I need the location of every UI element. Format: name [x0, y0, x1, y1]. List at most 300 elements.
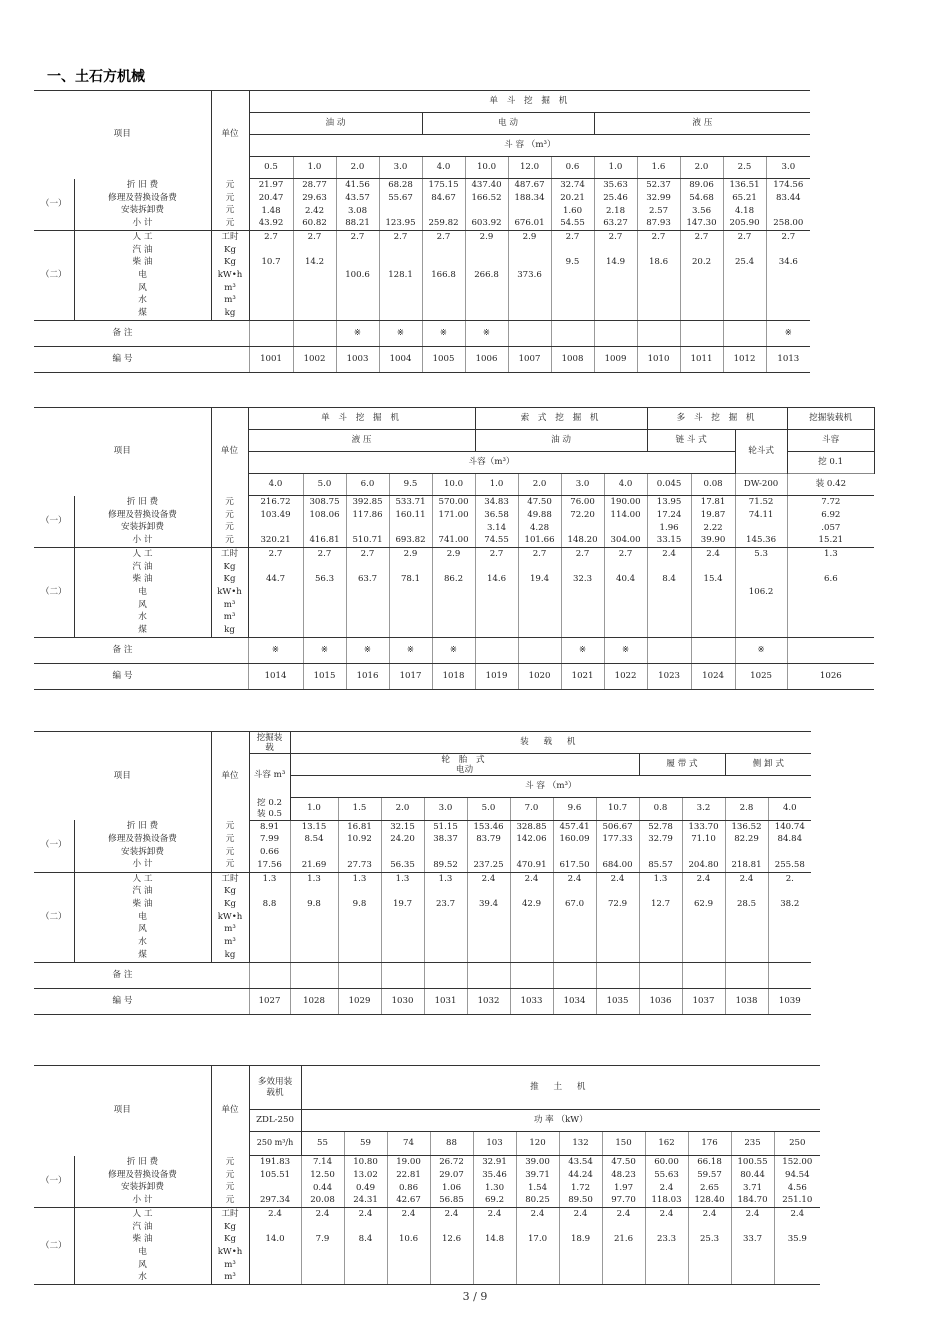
- value-cell: 33.15: [656, 535, 682, 546]
- code-cell: 1035: [596, 988, 639, 1014]
- value-cell: [250, 244, 293, 257]
- value-cell: [511, 846, 553, 859]
- value-cell: [390, 586, 432, 599]
- value-cell: [250, 294, 293, 307]
- value-cell: 148.20: [567, 535, 598, 546]
- value-cell: 684.00: [602, 859, 633, 870]
- value-cell: [382, 949, 424, 962]
- value-cell: [692, 624, 735, 637]
- value-column: [774, 1208, 820, 1285]
- dig-capacity: 挖 0.2: [257, 797, 283, 808]
- value-cell: 1.3: [352, 873, 367, 884]
- capacity-cell: 103: [473, 1132, 516, 1156]
- value-cell: [775, 1246, 821, 1259]
- value-cell: 39.00: [525, 1157, 550, 1168]
- item-header: 项目: [34, 91, 211, 179]
- value-cell: 2.7: [436, 232, 451, 242]
- code-row: [34, 988, 854, 1014]
- value-column: [432, 548, 475, 638]
- value-cell: [769, 949, 812, 962]
- value-cell: [250, 1246, 301, 1259]
- value-cell: 188.34: [514, 192, 545, 203]
- consumption-item-label: 人 工: [132, 873, 153, 884]
- value-cell: 3.56: [691, 205, 712, 216]
- value-cell: 108.06: [309, 509, 340, 520]
- unit-cell: m³: [224, 924, 236, 935]
- value-column: [344, 1156, 387, 1208]
- value-cell: [345, 1221, 387, 1234]
- value-cell: [431, 1246, 473, 1259]
- value-cell: [788, 586, 875, 599]
- value-cell: 56.3: [314, 574, 335, 585]
- value-cell: 21.69: [301, 859, 327, 870]
- measure-header: 功 率 （kW）: [301, 1110, 820, 1132]
- consumption-item-label: 电: [138, 270, 147, 281]
- value-cell: [562, 586, 604, 599]
- remark-cell: [475, 638, 518, 664]
- capacity-cell: 74: [387, 1132, 430, 1156]
- unit-cell: Kg: [224, 257, 236, 268]
- value-cell: [605, 624, 647, 637]
- cost-units: [211, 820, 249, 872]
- value-cell: 83.79: [476, 834, 501, 845]
- unit-cell: m³: [223, 612, 236, 623]
- value-column: [691, 548, 735, 638]
- value-column: [682, 872, 725, 962]
- remark-row: [34, 962, 854, 988]
- value-column: [723, 231, 766, 321]
- value-cell: 308.75: [309, 497, 340, 508]
- code-cell: 1015: [303, 664, 346, 690]
- value-cell: 190.00: [610, 497, 641, 508]
- value-cell: 34.6: [778, 257, 798, 268]
- capacity-cell: 55: [301, 1132, 344, 1156]
- value-cell: [423, 244, 465, 257]
- value-cell: 94.54: [784, 1169, 810, 1180]
- value-cell: [390, 624, 432, 637]
- value-cell: 54.55: [560, 218, 585, 229]
- value-cell: [689, 1271, 731, 1284]
- value-cell: [724, 307, 766, 320]
- capacity-cell: 3.0: [561, 474, 604, 496]
- value-cell: [250, 936, 290, 949]
- value-cell: [552, 307, 594, 320]
- value-column: [637, 179, 680, 231]
- subtype-electric: 电 动: [422, 113, 594, 135]
- capacity-cell: 2.5: [723, 157, 766, 179]
- capacity-cell: 59: [344, 1132, 387, 1156]
- subtype-chain: 链 斗 式: [647, 430, 735, 452]
- code-cell: 1005: [422, 347, 465, 373]
- capacity-cell: 3.2: [682, 798, 725, 821]
- value-cell: [519, 586, 561, 599]
- cost-units: [211, 1156, 249, 1208]
- value-cell: 36.58: [484, 509, 509, 520]
- unit-cell: kW•h: [217, 1247, 243, 1258]
- value-cell: 128.1: [388, 270, 413, 281]
- remark-unit: [211, 321, 249, 347]
- code-cell: 1028: [290, 988, 338, 1014]
- unit-cell: kg: [224, 308, 236, 319]
- capacity-cell: 0.8: [639, 798, 682, 821]
- value-cell: 10.92: [347, 834, 372, 845]
- value-cell: 0.49: [355, 1182, 376, 1193]
- value-cell: [681, 244, 723, 257]
- code-cell: 1001: [249, 347, 293, 373]
- cost-item-label: 折 旧 费: [126, 821, 159, 832]
- value-cell: 258.00: [773, 218, 804, 229]
- value-cell: [562, 599, 604, 612]
- subtype-oil: 油 动: [249, 113, 422, 135]
- group-1-label: （一）: [34, 496, 74, 548]
- capacity-cell: 235: [731, 1132, 774, 1156]
- value-column: [508, 231, 551, 321]
- remark-cell: [424, 962, 467, 988]
- value-column: [645, 1156, 688, 1208]
- unit-header: 单位: [211, 732, 249, 821]
- value-column: [725, 872, 768, 962]
- unit-cell: 元: [225, 1182, 235, 1193]
- value-cell: 19.00: [396, 1157, 421, 1168]
- value-cell: 123.95: [385, 218, 416, 229]
- value-cell: [337, 294, 379, 307]
- remark-cell: [682, 962, 725, 988]
- value-cell: [382, 936, 424, 949]
- unit-cell: Kg: [224, 244, 236, 255]
- value-cell: 487.67: [514, 180, 545, 191]
- value-cell: [339, 923, 381, 936]
- value-cell: 26.72: [439, 1157, 464, 1168]
- value-cell: 72.9: [607, 898, 628, 909]
- value-cell: [339, 936, 381, 949]
- value-cell: [509, 205, 551, 218]
- value-cell: [509, 294, 551, 307]
- value-column: [248, 548, 303, 638]
- subtype-bucket: 斗容: [787, 430, 874, 452]
- subtype-side-dump: 侧 卸 式: [725, 754, 811, 776]
- value-cell: 54.68: [689, 192, 714, 203]
- capacity-cell: 2.0: [336, 157, 379, 179]
- value-cell: 39.90: [700, 535, 726, 546]
- value-cell: 0.44: [312, 1182, 333, 1193]
- value-cell: 237.25: [473, 859, 504, 870]
- value-cell: [291, 923, 338, 936]
- value-cell: [476, 624, 518, 637]
- value-cell: 9.8: [352, 898, 367, 909]
- value-cell: [511, 936, 553, 949]
- value-cell: [638, 294, 680, 307]
- value-cell: 10.7: [261, 257, 281, 268]
- value-cell: 617.50: [559, 859, 590, 870]
- value-cell: [689, 1246, 731, 1259]
- value-column: [301, 1156, 344, 1208]
- subtype-oil: 油 动: [475, 430, 647, 452]
- measure-header: 斗容（m³）: [248, 452, 735, 474]
- value-cell: [249, 624, 303, 637]
- value-cell: [603, 1259, 645, 1272]
- value-cell: 52.37: [646, 180, 671, 191]
- cost-item-label: 小 计: [132, 534, 153, 545]
- machine-multi-bucket: 多 斗 挖 掘 机: [647, 408, 787, 430]
- cost-item-label: 安装拆卸费: [121, 205, 164, 216]
- value-cell: [250, 307, 293, 320]
- consumption-item-label: 人 工: [132, 549, 153, 559]
- value-column: [787, 496, 874, 548]
- value-column: [604, 548, 647, 638]
- measure-header: 斗 容 （m³）: [290, 776, 811, 798]
- value-cell: 1.06: [441, 1182, 462, 1193]
- value-cell: 14.2: [304, 257, 325, 268]
- value-cell: 373.6: [517, 270, 542, 281]
- code-cell: 1025: [735, 664, 787, 690]
- value-cell: 259.82: [428, 218, 459, 229]
- consumption-item-label: 汽 油: [132, 1221, 153, 1232]
- cost-item-label: 折 旧 费: [126, 179, 159, 190]
- capacity-cell: 0.5: [249, 157, 293, 179]
- value-cell: 2.4: [444, 1209, 459, 1219]
- value-cell: 32.74: [560, 180, 585, 191]
- value-cell: [595, 307, 637, 320]
- value-cell: [302, 1271, 344, 1284]
- value-column: [249, 231, 293, 321]
- consumption-item-labels: [74, 548, 211, 638]
- value-cell: [390, 611, 432, 624]
- value-cell: 49.88: [527, 509, 552, 520]
- value-cell: 2.57: [648, 205, 669, 216]
- consumption-item-label: 风: [138, 282, 147, 293]
- unit-cell: Kg: [224, 1221, 236, 1232]
- value-column: [691, 496, 735, 548]
- value-column: [346, 548, 389, 638]
- value-cell: 106.2: [748, 587, 774, 598]
- value-cell: [291, 936, 338, 949]
- value-cell: [562, 561, 604, 574]
- unit-cell: Kg: [224, 898, 236, 909]
- value-cell: 28.5: [736, 898, 757, 909]
- value-cell: 152.00: [782, 1157, 813, 1168]
- value-cell: 3.71: [742, 1182, 763, 1193]
- value-cell: 392.85: [352, 497, 383, 508]
- value-cell: [726, 846, 768, 859]
- cost-item-label: 安装拆卸费: [121, 846, 164, 857]
- value-column: [688, 1156, 731, 1208]
- value-cell: 15.21: [818, 535, 844, 546]
- value-cell: 13.95: [656, 497, 682, 508]
- consumption-item-label: 人 工: [132, 232, 153, 242]
- value-column: [735, 496, 787, 548]
- unit-cell: 元: [225, 1194, 235, 1205]
- remark-cell: [508, 321, 551, 347]
- code-cell: 1007: [508, 347, 551, 373]
- capacity-cell: 88: [430, 1132, 473, 1156]
- value-cell: 19.4: [529, 574, 550, 585]
- value-cell: [304, 561, 346, 574]
- consumption-item-label: 电: [138, 1247, 147, 1258]
- capacity-cell: 10.7: [596, 798, 639, 821]
- value-cell: 1.3: [653, 873, 668, 884]
- value-cell: 1.3: [438, 873, 453, 884]
- group-2-label: （二）: [34, 231, 74, 321]
- consumption-units: [211, 1208, 249, 1285]
- value-cell: [509, 244, 551, 257]
- value-cell: [726, 885, 768, 898]
- value-cell: 2.7: [307, 232, 322, 242]
- value-cell: [474, 1259, 516, 1272]
- value-cell: [474, 1221, 516, 1234]
- value-cell: .057: [821, 522, 841, 533]
- capacity-cell: 10.0: [432, 474, 475, 496]
- value-cell: [468, 846, 510, 859]
- value-cell: [736, 599, 787, 612]
- value-cell: 2.7: [393, 232, 408, 242]
- value-column: [596, 820, 639, 872]
- value-cell: [597, 911, 639, 924]
- code-cell: 1009: [594, 347, 637, 373]
- unit-cell: 工时: [220, 549, 239, 559]
- cost-item-label: 修理及替换设备费: [108, 1169, 177, 1180]
- value-column: [424, 820, 467, 872]
- code-label: 编 号: [34, 347, 211, 373]
- value-cell: [517, 1259, 559, 1272]
- value-cell: 1.30: [484, 1182, 505, 1193]
- dig-capacity: 挖 0.1: [787, 452, 874, 474]
- value-cell: 20.21: [560, 192, 585, 203]
- value-cell: 693.82: [395, 535, 426, 546]
- value-cell: 38.37: [433, 834, 458, 845]
- value-cell: 266.8: [474, 270, 499, 281]
- value-cell: [640, 911, 682, 924]
- value-column: [766, 179, 810, 231]
- remark-cell: [691, 638, 735, 664]
- value-cell: [250, 1259, 301, 1272]
- capacity-cell: 0.08: [691, 474, 735, 496]
- value-cell: [250, 282, 293, 295]
- value-cell: [648, 561, 691, 574]
- value-cell: [466, 256, 508, 269]
- subtype-wheel: 轮斗式: [735, 430, 787, 474]
- value-cell: [638, 244, 680, 257]
- consumption-item-label: 电: [138, 911, 147, 922]
- value-cell: [775, 1271, 821, 1284]
- value-cell: [380, 205, 422, 218]
- value-cell: 2.9: [522, 232, 537, 242]
- value-cell: [554, 949, 596, 962]
- value-cell: 1.60: [562, 205, 583, 216]
- consumption-item-label: 水: [138, 612, 147, 623]
- unit-cell: 工时: [221, 873, 239, 884]
- unit-cell: 元: [225, 534, 234, 545]
- remark-cell: [553, 962, 596, 988]
- code-cell: 1032: [467, 988, 510, 1014]
- value-cell: [595, 244, 637, 257]
- cost-item-labels: [74, 179, 211, 231]
- consumption-item-label: 风: [138, 1259, 147, 1270]
- value-cell: 29.07: [439, 1169, 464, 1180]
- value-cell: [291, 949, 338, 962]
- value-cell: 2.4: [358, 1209, 373, 1219]
- remark-cell: [680, 321, 723, 347]
- item-header: 项目: [34, 1066, 211, 1156]
- value-cell: [509, 307, 551, 320]
- consumption-item-label: 水: [138, 936, 147, 947]
- consumption-block: [34, 872, 854, 962]
- value-cell: [345, 1246, 387, 1259]
- value-column: [516, 1156, 559, 1208]
- value-cell: [347, 599, 389, 612]
- remark-cell: ※: [346, 638, 389, 664]
- value-cell: [681, 294, 723, 307]
- consumption-item-label: 柴 油: [132, 574, 153, 585]
- value-column: [422, 179, 465, 231]
- value-cell: [249, 522, 303, 535]
- value-column: [766, 231, 810, 321]
- value-cell: 147.30: [686, 218, 717, 229]
- remark-cell: [293, 321, 336, 347]
- value-cell: 97.70: [611, 1195, 636, 1206]
- value-cell: 86.2: [443, 574, 464, 585]
- value-column: [518, 496, 561, 548]
- consumption-block: [34, 231, 810, 321]
- value-cell: [648, 624, 691, 637]
- value-cell: [509, 256, 551, 269]
- value-cell: [552, 294, 594, 307]
- value-cell: [605, 611, 647, 624]
- value-cell: 67.0: [564, 898, 585, 909]
- value-cell: [388, 1246, 430, 1259]
- value-cell: 6.6: [824, 574, 838, 585]
- value-cell: [380, 294, 422, 307]
- value-cell: [603, 1271, 645, 1284]
- value-cell: [769, 885, 812, 898]
- value-cell: 9.5: [565, 257, 580, 268]
- value-cell: [382, 911, 424, 924]
- value-cell: [511, 949, 553, 962]
- value-cell: 18.9: [570, 1234, 591, 1245]
- value-column: [787, 548, 874, 638]
- value-cell: 2.4: [610, 873, 625, 884]
- value-cell: 218.81: [731, 859, 762, 870]
- value-column: [473, 1156, 516, 1208]
- table-single-bucket-excavator: [34, 90, 810, 373]
- value-cell: [554, 911, 596, 924]
- code-cell: 1026: [787, 664, 874, 690]
- code-cell: 1021: [561, 664, 604, 690]
- value-cell: 136.52: [731, 821, 762, 832]
- value-cell: [425, 846, 467, 859]
- value-cell: 32.15: [390, 821, 415, 832]
- cost-block: [34, 1156, 820, 1208]
- value-cell: [519, 599, 561, 612]
- value-column: [249, 1208, 301, 1285]
- value-cell: [433, 522, 475, 535]
- remark-unit: [211, 638, 248, 664]
- value-cell: [788, 561, 875, 574]
- remark-row: [34, 638, 874, 664]
- value-cell: [689, 1221, 731, 1234]
- remark-cell: [551, 321, 594, 347]
- value-cell: 2.4: [530, 1209, 545, 1219]
- value-cell: 2.4: [659, 1182, 674, 1193]
- value-cell: 44.7: [265, 574, 286, 585]
- value-cell: [689, 1259, 731, 1272]
- value-cell: 153.46: [473, 821, 504, 832]
- capacity-cell: 162: [645, 1132, 688, 1156]
- code-cell: 1003: [336, 347, 379, 373]
- value-cell: [640, 885, 682, 898]
- consumption-item-label: 煤: [138, 308, 147, 319]
- capacity-cell: 4.0: [768, 798, 811, 821]
- value-cell: [767, 205, 811, 218]
